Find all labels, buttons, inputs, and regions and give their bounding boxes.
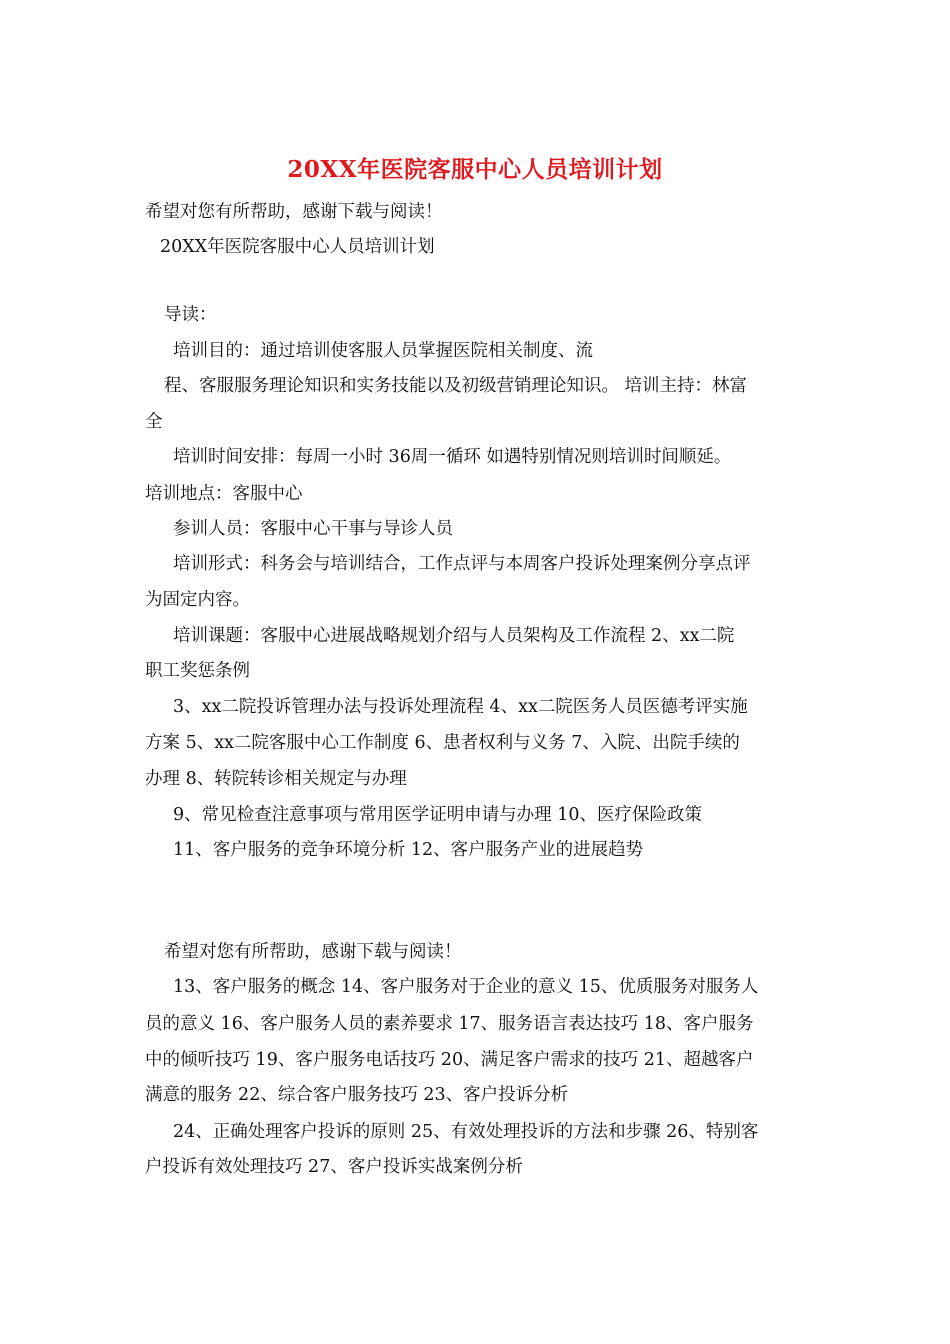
body-line: 为固定内容。	[145, 590, 250, 610]
body-line: 24、正确处理客户投诉的原则 25、有效处理投诉的方法和步骤 26、特别客	[173, 1122, 759, 1142]
body-line: 培训课题：客服中心进展战略规划介绍与人员架构及工作流程 2、xx二院	[173, 626, 735, 646]
body-line: 全	[145, 412, 163, 432]
body-line: 职工奖惩条例	[145, 661, 250, 681]
body-line: 方案 5、xx二院客服中心工作制度 6、患者权利与义务 7、入院、出院手续的	[145, 733, 740, 753]
document-title: 20XX年医院客服中心人员培训计划	[287, 156, 663, 183]
body-line: 11、客户服务的竞争环境分析 12、客户服务产业的进展趋势	[173, 840, 644, 860]
body-line: 3、xx二院投诉管理办法与投诉处理流程 4、xx二院医务人员医德考评实施	[173, 697, 748, 717]
subtitle-line: 20XX年医院客服中心人员培训计划	[160, 237, 435, 257]
body-line: 培训形式：科务会与培训结合，工作点评与本周客户投诉处理案例分享点评	[173, 554, 751, 574]
greeting-line: 希望对您有所帮助，感谢下载与阅读！	[145, 202, 443, 222]
body-line: 参训人员：客服中心干事与导诊人员	[173, 519, 453, 539]
body-line: 员的意义 16、客户服务人员的素养要求 17、服务语言表达技巧 18、客户服务	[145, 1014, 754, 1034]
body-line: 培训地点：客服中心	[145, 484, 303, 504]
body-line: 培训时间安排：每周一小时 36周一循环 如遇特别情况则培训时间顺延。	[173, 447, 732, 467]
greeting-line: 希望对您有所帮助，感谢下载与阅读！	[164, 942, 462, 962]
body-line: 13、客户服务的概念 14、客户服务对于企业的意义 15、优质服务对服务人	[173, 977, 759, 997]
intro-label: 导读：	[164, 305, 217, 325]
body-line: 办理 8、转院转诊相关规定与办理	[145, 769, 407, 789]
body-line: 培训目的：通过培训使客服人员掌握医院相关制度、流	[173, 341, 593, 361]
body-line: 9、常见检查注意事项与常用医学证明申请与办理 10、医疗保险政策	[173, 805, 702, 825]
body-line: 程、客服服务理论知识和实务技能以及初级营销理论知识。 培训主持：林富	[164, 376, 748, 396]
body-line: 户投诉有效处理技巧 27、客户投诉实战案例分析	[145, 1157, 523, 1177]
body-line: 满意的服务 22、综合客户服务技巧 23、客户投诉分析	[145, 1085, 569, 1105]
body-line: 中的倾听技巧 19、客户服务电话技巧 20、满足客户需求的技巧 21、超越客户	[145, 1050, 754, 1070]
